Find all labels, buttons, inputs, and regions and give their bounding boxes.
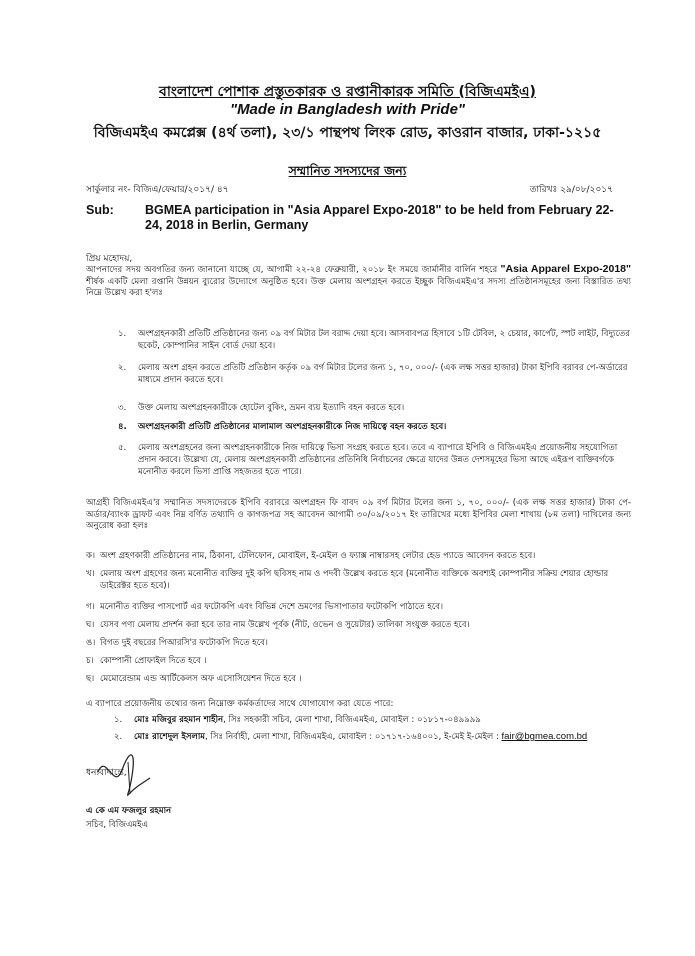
document-text: মেলায় অংশ গ্রহণের জন্য মনোনীত ব্যক্তির দুই কপি ছবিসহ নাম ও পদবী উল্লেখ করতে হবে (মনোনীত ব্যক্তিকে অবশ্যই কোম্পানীর সক্রিয় শেয়ার হোল্ডার ডাইরেক্টর হতে হবে)।	[100, 569, 609, 591]
document-number: ঙ।	[86, 638, 96, 648]
contact-item	[86, 731, 631, 743]
subject-text: BGMEA participation in "Asia Apparel Expo-2018" to be held from February 22-24, 2018 in Berlin, Germany	[145, 203, 614, 232]
point-text: উক্ত মেলায় অংশগ্রহনকারীকে হোটেল বুকিং, ভ্রমন ব্যয় ইত্যাদি বহন করতে হবে।	[138, 403, 405, 413]
salutation: প্রিয় মহোদয়,	[86, 254, 133, 264]
point-text: অংশগ্রহনকারী প্রতিটি প্রতিষ্ঠানের জন্য ০৯ বর্গ মিটার টল বরাদ্দ দেয়া হবে। আসবাবপত্র হিসাবে ১টি টেবিল, ২ চেয়ার, কার্পেট, স্পট লাইট, বিদ্যুতের ছকেট, কোম্পানির সাইন বোর্ড দেয়া হবে।	[138, 329, 630, 351]
document-text: অংশ গ্রহণকারী প্রতিষ্ঠানের নাম, ঠিকানা, টেলিফোন, মোবাইল, ই-মেইল ও ফ্যাক্স নাম্বারসহ লেটার হেড প্যাডে আবেদন করতে হবে।	[100, 551, 536, 561]
document-text: মেমোরেন্ডাম এন্ড আর্টিকেলস অফ এসোসিয়েশন দিতে হবে ।	[100, 674, 302, 684]
point-number: ১.	[118, 329, 127, 339]
contact-number: ২.	[114, 732, 123, 742]
intro-post: শীর্ষক একটি মেলা রপ্তানি উন্নয়ন ব্যুরোর উদ্যোগে অনুষ্ঠিত হবে। উক্ত মেলায় অংশগ্রহন করতে ইচ্ছুক বিজিএমইএ'র সদস্য প্রতিষ্ঠানসমূহের জন্য বিস্তারিত তথ্য নিম্নে উল্লেখ করা হ'লঃ	[86, 276, 631, 298]
org-name: বাংলাদেশ পোশাক প্রস্তুতকারক ও রপ্তানীকারক সমিতি (বিজিএমইএ)	[159, 84, 536, 100]
point-text: মেলায় অংশগ্রহনের জন্য অংশগ্রহনকারীকে নিজ দায়িত্বে ভিসা সংগ্রহ করতে হবে। তবে এ ব্যাপারে ইপিবি ও বিজিএমইএ প্রয়োজনীয় সহযোগিতা প্রদান করবে। উল্লেখ্য যে, মেলায় অংশগ্রহনকারী প্রতিষ্ঠানের প্রতিনিধি নির্বাচনের ক্ষেত্রে যাদের উন্নত দেশসমূহের ভিসা আছে এইরূপ ব্যক্তিবর্গকে মনোনীত করলে ভিসা প্রাপ্তি সহজতর হতে পারে।	[138, 443, 618, 477]
document-number: খ।	[86, 569, 95, 579]
closing-text: ধন্যবাদান্তে,	[86, 768, 127, 778]
point-item	[100, 442, 630, 478]
contact-email-link[interactable]: fair@bgmea.com.bd	[501, 731, 588, 742]
document-text: যেসব পণ্য মেলায় প্রদর্শন করা হবে তার নাম উল্লেখ পূর্বক (নীট, ওভেন ও সুয়েটার) তালিকা সংযুক্ত করতে হবে।	[100, 620, 470, 630]
org-address: বিজিএমইএ কমপ্লেক্স (৪র্থ তলা), ২৩/১ পান্থপথ লিংক রোড, কাওরান বাজার, ঢাকা-১২১৫	[93, 125, 602, 141]
signer-name: এ কে এম ফজলুর রহমান	[86, 806, 172, 816]
contact-number: ১.	[114, 715, 123, 725]
document-item	[86, 674, 631, 686]
document-item	[86, 551, 631, 563]
document-text: মনোনীত ব্যক্তির পাসপোর্ট এর ফটোকপি এবং বিভিন্ন দেশে ভ্রমণের ভিসাপাতার ফটোকপি পাঠাতে হবে।	[100, 602, 444, 612]
document-item	[86, 638, 631, 650]
point-item	[100, 328, 630, 352]
subject-line	[86, 203, 631, 233]
contact-intro: এ ব্যাপারে প্রয়োজনীয় তথ্যের জন্য নিম্নোক্ত কর্মকর্তাদের সাথে যোগাযোগ করা যেতে পারে:	[86, 699, 394, 709]
point-text: মেলায় অংশ গ্রহন করতে প্রতিটি প্রতিষ্ঠান কর্তৃক ০৯ বর্গ মিটার টলের জন্য ১, ৭০, ০০০/- (এক লক্ষ সত্তর হাজার) টাকা ইপিবি বরাবর পে-অর্ডারের মাধ্যমে প্রদান করতে হবে।	[138, 363, 628, 385]
document-item	[86, 656, 631, 668]
document-item	[86, 602, 631, 614]
document-item	[86, 569, 631, 592]
document-number: ক।	[86, 551, 95, 561]
document-text: বিগত দুই বছরের পিআরসি'র ফটোকপি দিতে হবে।	[100, 638, 268, 648]
intro-paragraph	[86, 264, 631, 300]
intro-pre: আপনাদের সদয় অবগতির জন্য জানানো যাচ্ছে যে, আগামী ২২-২৪ ফেব্রুয়ারী, ২০১৮ ইং সময়ে জার্মানীর বার্লিন শহরে	[86, 265, 501, 275]
document-number: ছ।	[86, 674, 95, 684]
signer-designation: সচিব, বিজিএমইএ	[86, 820, 149, 830]
intro-event: "Asia Apparel Expo-2018"	[500, 263, 632, 275]
document-date: তারিখঃ ২৯/০৮/২০১৭	[529, 185, 613, 195]
point-number: ৪.	[118, 422, 127, 432]
point-item	[100, 421, 630, 433]
point-text: অংশগ্রহনকারী প্রতিটি প্রতিষ্ঠানের মালামাল অংশগ্রহনকারীকে নিজ দায়িত্বে বহন করতে হবে।	[138, 422, 447, 432]
document-item	[86, 620, 631, 632]
contact-name: মোঃ রাশেদুল ইসলাম	[134, 732, 206, 742]
contact-name: মোঃ মজিবুর রহমান শাহীন	[134, 715, 224, 725]
document-number: গ।	[86, 602, 95, 612]
contact-item	[86, 714, 631, 726]
document-number: চ।	[86, 656, 94, 666]
point-item	[100, 362, 630, 386]
appeal-paragraph: আগ্রহী বিজিএমইএ'র সম্মানিত সদস্যদেরকে ইপিবি বরাবরে অংশগ্রহন ফি বাবদ ০৯ বর্গ মিটার টলের জন্য ১, ৭০, ০০০/- (এক লক্ষ সত্তর হাজার) টাকা পে-অর্ডার/ব্যাংক ড্রাফট এবং নিম্ন বর্ণিত তথ্যাদি ও কাগজপত্র সহ আবেদন আগামী ৩০/০৯/২০১৭ ইং তারিখের মধ্যে ইপিবির মেলা শাখায় (৮ম তলা) দাখিলের জন্য অনুরোধ করা হলঃ	[86, 498, 631, 531]
contact-detail: , সিঃ নির্বাহী, মেলা শাখা, বিজিএমইএ, মোবাইল : ০১৭১৭-১৬৪০০১, ই-মেই ই-মেইল :	[205, 732, 502, 742]
point-number: ৩.	[118, 403, 127, 413]
document-heading: সম্মানিত সদস্যদের জন্য	[288, 163, 407, 178]
circular-number: সার্কুলার নং- বিজিএ/ফেয়ার/২০১৭/ ৪৭	[86, 185, 229, 195]
point-item	[100, 402, 630, 414]
point-number: ৫.	[118, 443, 127, 453]
document-number: ঘ।	[86, 620, 95, 630]
document-text: কোম্পানী প্রোফাইল দিতে হবে ।	[100, 656, 207, 666]
contact-detail: , সিঃ সহকারী সচিব, মেলা শাখা, বিজিএমইএ, মোবাইল : ০১৮১৭-০৪৯৯৯৯	[223, 715, 481, 725]
slogan: "Made in Bangladesh with Pride"	[229, 101, 466, 118]
point-number: ২.	[118, 363, 127, 373]
subject-label: Sub:	[86, 203, 114, 217]
